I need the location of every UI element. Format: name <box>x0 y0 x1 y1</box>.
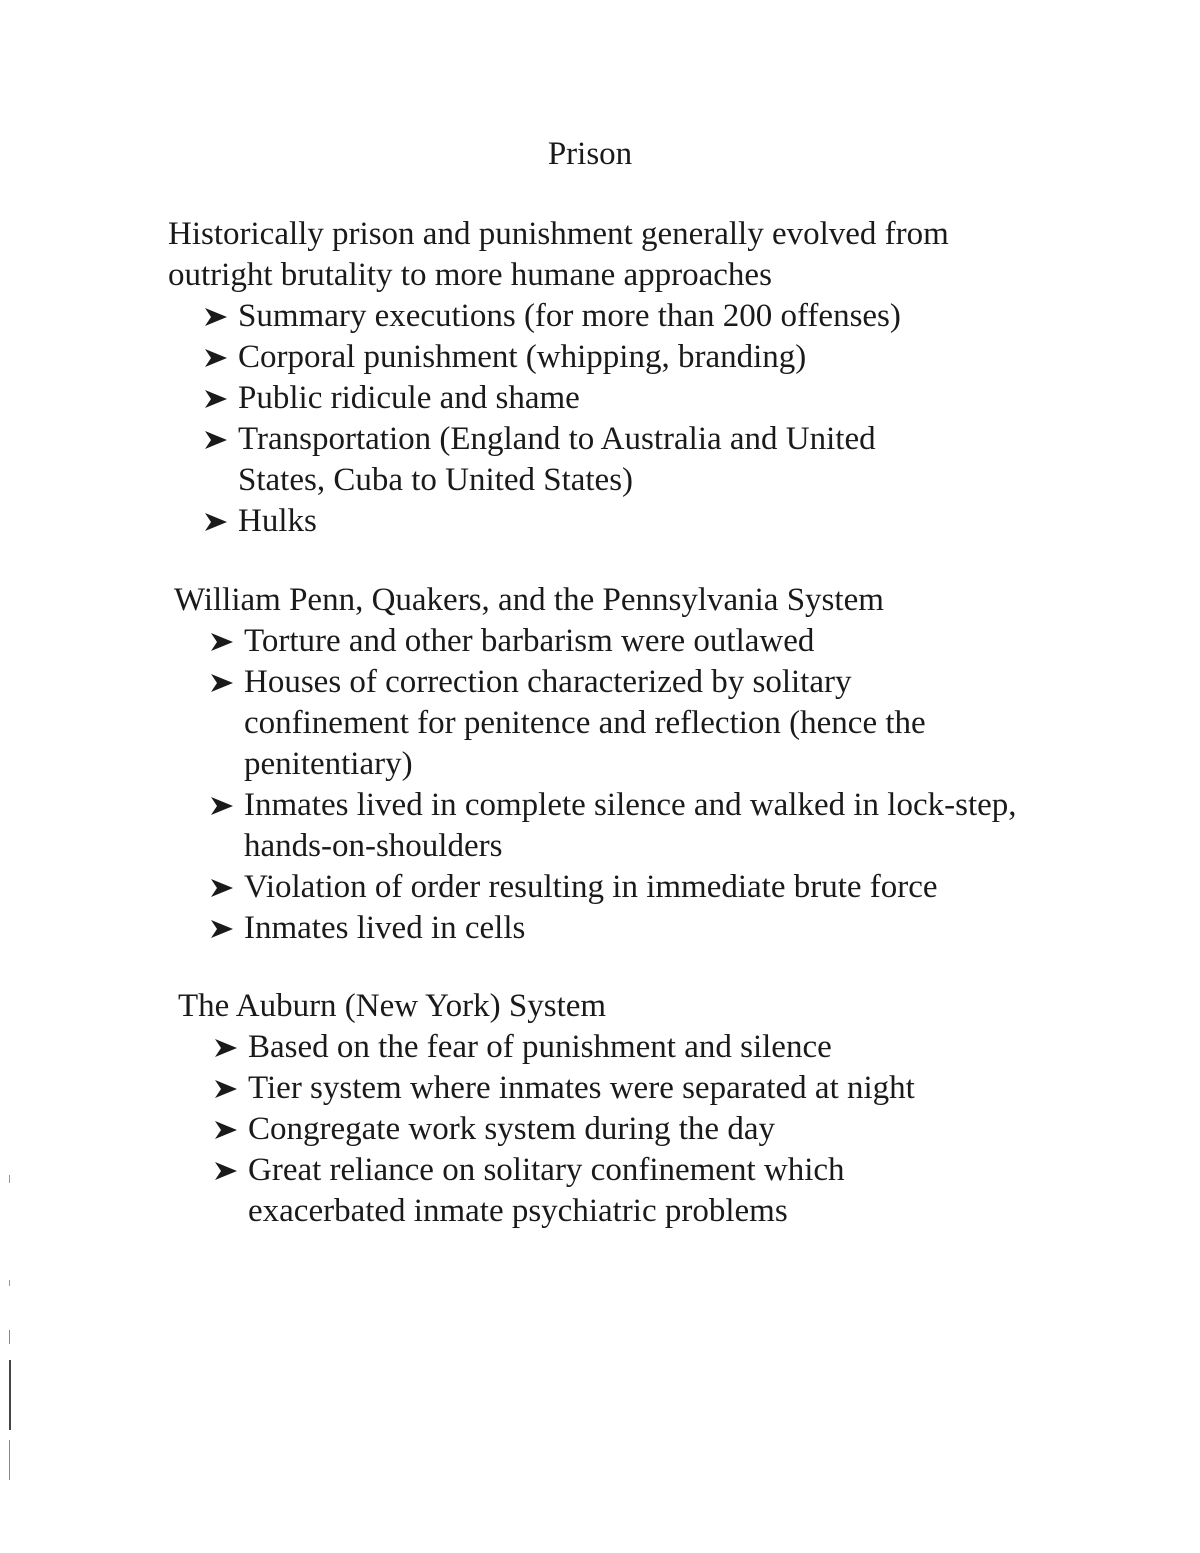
list-item-text: Congregate work system during the day <box>248 1111 775 1147</box>
list-item <box>214 1109 1028 1150</box>
list-item <box>204 419 938 501</box>
list-item <box>204 501 1018 542</box>
section-historical <box>168 214 1018 542</box>
arrowhead-bullet-icon <box>210 632 234 652</box>
arrowhead-bullet-icon <box>204 430 228 450</box>
arrowhead-bullet-icon <box>210 796 234 816</box>
list-item <box>210 908 1024 949</box>
section-heading: The Auburn (New York) System <box>178 988 607 1024</box>
list-item-text: Inmates lived in complete silence and walked in lock-step, hands-on-shoulders <box>244 787 1017 864</box>
arrowhead-bullet-icon <box>214 1038 238 1058</box>
list-item <box>214 1068 1028 1109</box>
list-item-text: Tier system where inmates were separated at night <box>248 1070 915 1106</box>
list-item-text: Torture and other barbarism were outlawed <box>244 623 815 659</box>
list-item-text: Hulks <box>238 503 317 539</box>
arrowhead-bullet-icon <box>210 673 234 693</box>
arrowhead-bullet-icon <box>214 1079 238 1099</box>
list-item <box>210 621 1024 662</box>
list-item <box>204 378 1018 419</box>
list-item-text: Houses of correction characterized by solitary confinement for penitence and reflection (hence the penitentiary) <box>244 664 926 782</box>
arrowhead-bullet-icon <box>204 512 228 532</box>
scan-mark <box>9 1280 10 1286</box>
arrowhead-bullet-icon <box>204 389 228 409</box>
list-item <box>210 662 994 785</box>
bullet-list <box>168 296 1018 542</box>
bullet-list <box>174 621 1024 949</box>
arrowhead-bullet-icon <box>210 878 234 898</box>
arrowhead-bullet-icon <box>204 307 228 327</box>
list-item <box>210 785 1034 867</box>
list-item-text: Public ridicule and shame <box>238 380 580 416</box>
arrowhead-bullet-icon <box>214 1161 238 1181</box>
scan-mark <box>9 1330 10 1344</box>
list-item-text: Corporal punishment (whipping, branding) <box>238 339 807 375</box>
list-item-text: Summary executions (for more than 200 offenses) <box>238 298 901 334</box>
scan-mark <box>9 1360 11 1430</box>
list-item-text: Great reliance on solitary confinement which exacerbated inmate psychiatric problems <box>248 1152 845 1229</box>
arrowhead-bullet-icon <box>210 919 234 939</box>
scan-mark <box>9 1175 10 1183</box>
list-item <box>214 1027 1028 1068</box>
arrowhead-bullet-icon <box>214 1120 238 1140</box>
section-heading: William Penn, Quakers, and the Pennsylvania System <box>174 582 884 618</box>
list-item <box>204 337 1018 378</box>
list-item-text: Transportation (England to Australia and United States, Cuba to United States) <box>238 421 876 498</box>
list-item <box>210 867 1024 908</box>
list-item-text: Violation of order resulting in immediate brute force <box>244 869 938 905</box>
section-pennsylvania <box>174 580 1024 949</box>
scan-mark <box>9 1440 10 1480</box>
bullet-list <box>178 1027 1028 1232</box>
arrowhead-bullet-icon <box>204 348 228 368</box>
list-item-text: Inmates lived in cells <box>244 910 526 946</box>
section-heading: Historically prison and punishment generally evolved from outright brutality to more humane approaches <box>168 216 949 293</box>
list-item-text: Based on the fear of punishment and silence <box>248 1029 832 1065</box>
list-item <box>214 1150 928 1232</box>
section-auburn <box>178 986 1028 1232</box>
page-title: Prison <box>547 136 633 172</box>
list-item <box>204 296 1018 337</box>
